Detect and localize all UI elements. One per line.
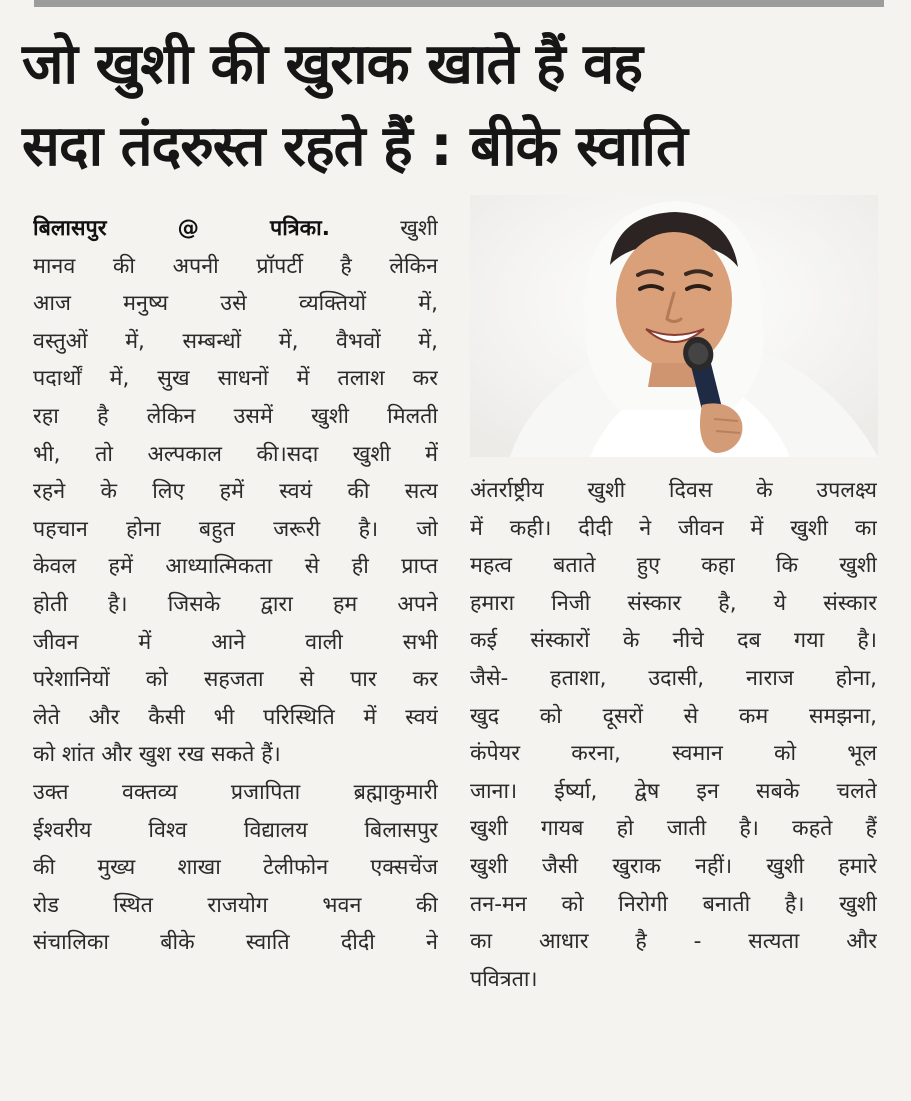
headline-line-2: सदा तंदरुस्त रहते हैं : बीके स्वाति bbox=[22, 114, 687, 179]
text-line: पहचान होना बहुत जरूरी है। जो bbox=[33, 516, 438, 542]
text-line: में कही। दीदी ने जीवन में खुशी का bbox=[470, 515, 877, 541]
text-line: रहा है लेकिन उसमें खुशी मिलती bbox=[33, 403, 438, 429]
right-column bbox=[470, 472, 877, 998]
text-line: खुशी गायब हो जाती है। कहते हैं bbox=[470, 816, 877, 842]
text-line: लेते और कैसी भी परिस्थिति में स्वयं bbox=[33, 704, 438, 730]
text-fragment: खुशी bbox=[400, 216, 438, 241]
text-line: केवल हमें आध्यात्मिकता से ही प्राप्त bbox=[33, 554, 438, 580]
text-line: खुद को दूसरों से कम समझना, bbox=[470, 703, 877, 729]
text-line: तन-मन को निरोगी बनाती है। खुशी bbox=[470, 891, 877, 917]
headline bbox=[22, 24, 902, 188]
text-line: उक्त वक्तव्य प्रजापिता ब्रह्माकुमारी bbox=[33, 779, 438, 805]
text-line: पदार्थों में, सुख साधनों में तलाश कर bbox=[33, 366, 438, 392]
text-line: को शांत और खुश रख सकते हैं। bbox=[33, 742, 281, 768]
text-line: होती है। जिसके द्वारा हम अपने bbox=[33, 591, 438, 617]
text-line: वस्तुओं में, सम्बन्धों में, वैभवों में, bbox=[33, 328, 438, 354]
text-line bbox=[33, 210, 438, 248]
text-line: कंपेयर करना, स्वमान को भूल bbox=[470, 741, 877, 767]
text-line: महत्व बताते हुए कहा कि खुशी bbox=[470, 553, 877, 579]
text-line: का आधार है - सत्यता और bbox=[470, 929, 877, 955]
text-line: पवित्रता। bbox=[470, 966, 538, 992]
text-line: जीवन में आने वाली सभी bbox=[33, 629, 438, 655]
text-line: खुशी जैसी खुराक नहीं। खुशी हमारे bbox=[470, 853, 877, 879]
text-line: जाना। ईर्ष्या, द्वेष इन सबके चलते bbox=[470, 778, 877, 804]
text-line: कई संस्कारों के नीचे दब गया है। bbox=[470, 628, 877, 654]
left-column bbox=[33, 210, 438, 962]
text-line: रहने के लिए हमें स्वयं की सत्य bbox=[33, 479, 438, 505]
text-line: जैसे- हताशा, उदासी, नाराज होना, bbox=[470, 665, 877, 691]
text-line: अंतर्राष्ट्रीय खुशी दिवस के उपलक्ष्य bbox=[470, 478, 877, 503]
dateline: बिलासपुर @ पत्रिका. bbox=[33, 216, 330, 241]
top-rule bbox=[34, 0, 884, 7]
text-line: रोड स्थित राजयोग भवन की bbox=[33, 892, 438, 918]
text-line: की मुख्य शाखा टेलीफोन एक्सचेंज bbox=[33, 855, 438, 881]
text-line: मानव की अपनी प्रॉपर्टी है लेकिन bbox=[33, 253, 438, 279]
speaker-photo bbox=[470, 195, 878, 457]
text-line: परेशानियों को सहजता से पार कर bbox=[33, 667, 438, 693]
headline-line-1: जो खुशी की खुराक खाते हैं वह bbox=[22, 32, 643, 97]
text-line: आज मनुष्य उसे व्यक्तियों में, bbox=[33, 291, 438, 317]
text-line: हमारा निजी संस्कार है, ये संस्कार bbox=[470, 590, 877, 616]
text-line: संचालिका बीके स्वाति दीदी ने bbox=[33, 930, 438, 956]
text-line: ईश्वरीय विश्व विद्यालय बिलासपुर bbox=[33, 817, 438, 843]
text-line: भी, तो अल्पकाल की।सदा खुशी में bbox=[33, 441, 438, 467]
